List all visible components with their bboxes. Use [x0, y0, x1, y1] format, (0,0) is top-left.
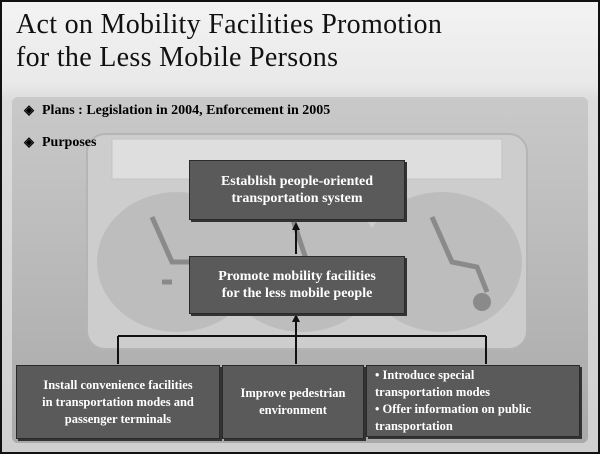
title-line-1: Act on Mobility Facilities Promotion: [16, 9, 443, 40]
diamond-bullet-icon: ◈: [24, 134, 34, 149]
plans-text: Plans : Legislation in 2004, Enforcement in 2005: [42, 103, 331, 118]
transport-item-special-modes: • Introduce special transportation modes: [375, 368, 490, 399]
arrow-up-icon: [292, 222, 300, 230]
bottom-box-transport-list: [375, 367, 531, 435]
bottom-box-convenience: [16, 365, 220, 439]
top-goal-box: [189, 160, 405, 220]
middle-goal-text: Promote mobility facilities for the less mobile people: [218, 269, 376, 301]
bottom-box-convenience-text: Install convenience facilities in transportation modes and passenger terminals: [42, 377, 194, 426]
bottom-box-pedestrian-text: Improve pedestrian environment: [240, 386, 346, 417]
title-line-2: for the Less Mobile Persons: [16, 42, 339, 73]
diamond-bullet-icon: ◈: [24, 102, 34, 117]
arrow-up-icon: [292, 314, 300, 322]
middle-goal-box: [189, 256, 405, 314]
bottom-box-pedestrian: [222, 365, 364, 439]
purposes-text: Purposes: [42, 135, 97, 150]
top-goal-text: Establish people-oriented transportation system: [220, 174, 374, 206]
transport-item-public-info: • Offer information on public transportation: [375, 402, 532, 433]
bottom-box-transport: [366, 365, 580, 437]
